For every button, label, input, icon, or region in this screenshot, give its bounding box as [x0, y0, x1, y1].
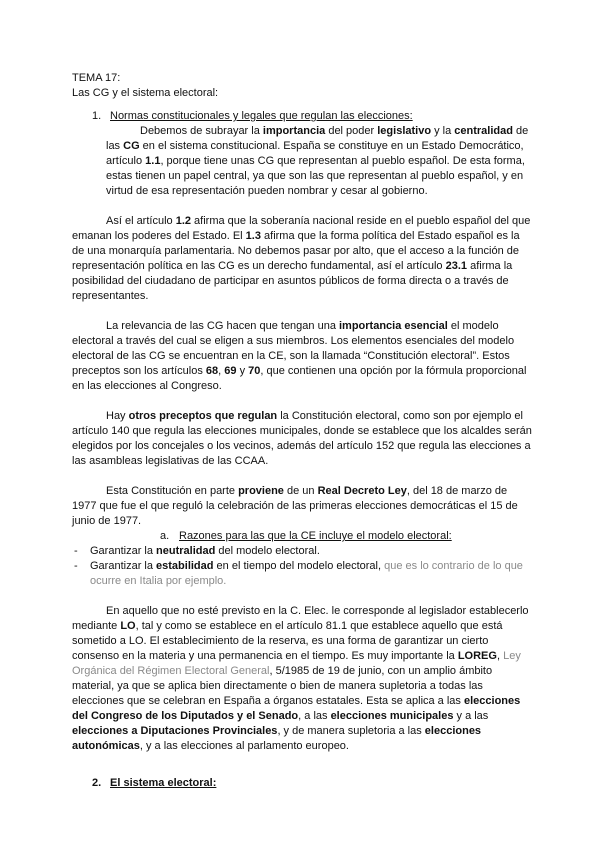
- paragraph-electoral-constitution: La relevancia de las CG hacen que tengan una importancia esencial el modelo electoral a través del cual se eligen a sus miembros. Los elementos esenciales del modelo electoral de las CG se encuentran en la CE, son la llamada “Constitución electoral”. Estos preceptos son los artículos 68, 69 y 70, que contienen una opción por la fórmula proporcional en las elecciones al Congreso.: [72, 320, 527, 392]
- topic-subtitle: Las CG y el sistema electoral:: [72, 87, 219, 99]
- subsection-a-title: Razones para las que la CE incluye el modelo electoral:: [179, 530, 452, 542]
- section-2-title: El sistema electoral:: [110, 777, 217, 789]
- subsection-a-letter: a.: [160, 530, 170, 542]
- section-2-heading: [72, 776, 532, 791]
- paragraph-loreg: En aquello que no esté previsto en la C. Elec. le corresponde al legislador establecerlo mediante LO, tal y como se establece en el artículo 81.1 que establece aquello que está sometido a LO. El establecimiento de la reserva, es una forma de garantizar un cierto consenso en la materia y una permanencia en el tiempo. Es muy importante la LOREG, Ley Orgánica del Régimen Electoral General, 5/1985 de 19 de junio, con un amplio ámbito material, ya que se aplica bien directamente o bien de manera supletoria a todas las elecciones que se celebran en España a órganos estatales. Esta se aplica a las elecciones del Congreso de los Diputados y el Senado, a las elecciones municipales y a las elecciones a Diputaciones Provinciales, y de manera supletoria a las elecciones autonómicas, y a las elecciones al parlamento europeo.: [72, 605, 529, 752]
- comment-italy: que es lo contrario de lo que ocurre en Italia por ejemplo.: [90, 560, 523, 587]
- paragraph-other-precepts: Hay otros preceptos que regulan la Constitución electoral, como son por ejemplo el artículo 140 que regula las elecciones municipales, donde se establece que los alcaldes serán elegidos por los concejales o los vecinos, además del artículo 152 que regula las elecciones a las asambleas legislativas de las CCAA.: [72, 410, 532, 467]
- subsection-a-heading: [72, 529, 532, 544]
- paragraph-sovereignty: Así el artículo 1.2 afirma que la soberanía nacional reside en el pueblo español del que emanan los poderes del Estado. El 1.3 afirma que la forma política del Estado español es la de una monarquía parlamentaria. No debemos pasar por alto, que el acceso a la función de representación política en las CG es un derecho fundamental, así el artículo 23.1 afirma la posibilidad del ciudadano de participar en asuntos públicos de forma directa o a través de representantes.: [72, 215, 531, 302]
- paragraph-importance: Debemos de subrayar la importancia del poder legislativo y la centralidad de las CG en el sistema constitucional. España se constituye en un Estado Democrático, artículo 1.1, porque tiene unas CG que representan al pueblo español. De esta forma, estas tienen un papel central, ya que son las que representan al pueblo español, y en virtud de esa representación pueden nombrar y cesar al gobierno.: [106, 125, 529, 197]
- topic-heading: TEMA 17:: [72, 72, 121, 84]
- document-content: [72, 71, 532, 791]
- section-1-number: 1.: [92, 110, 102, 122]
- section-1-heading: [72, 109, 532, 124]
- dash-icon: -: [74, 545, 78, 557]
- paragraph-real-decreto: Esta Constitución en parte proviene de un Real Decreto Ley, del 18 de marzo de 1977 que fue el que reguló la celebración de las primeras elecciones democráticas el 15 de junio de 1977.: [72, 485, 518, 527]
- section-1-title: Normas constitucionales y legales que regulan las elecciones:: [110, 110, 413, 122]
- bullet-stability: - Garantizar la estabilidad en el tiempo del modelo electoral, que es lo contrario de lo que ocurre en Italia por ejemplo.: [74, 560, 523, 587]
- bullet-neutrality: - Garantizar la neutralidad del modelo electoral.: [74, 545, 320, 557]
- section-2-number: 2.: [92, 777, 102, 789]
- dash-icon: -: [74, 560, 78, 572]
